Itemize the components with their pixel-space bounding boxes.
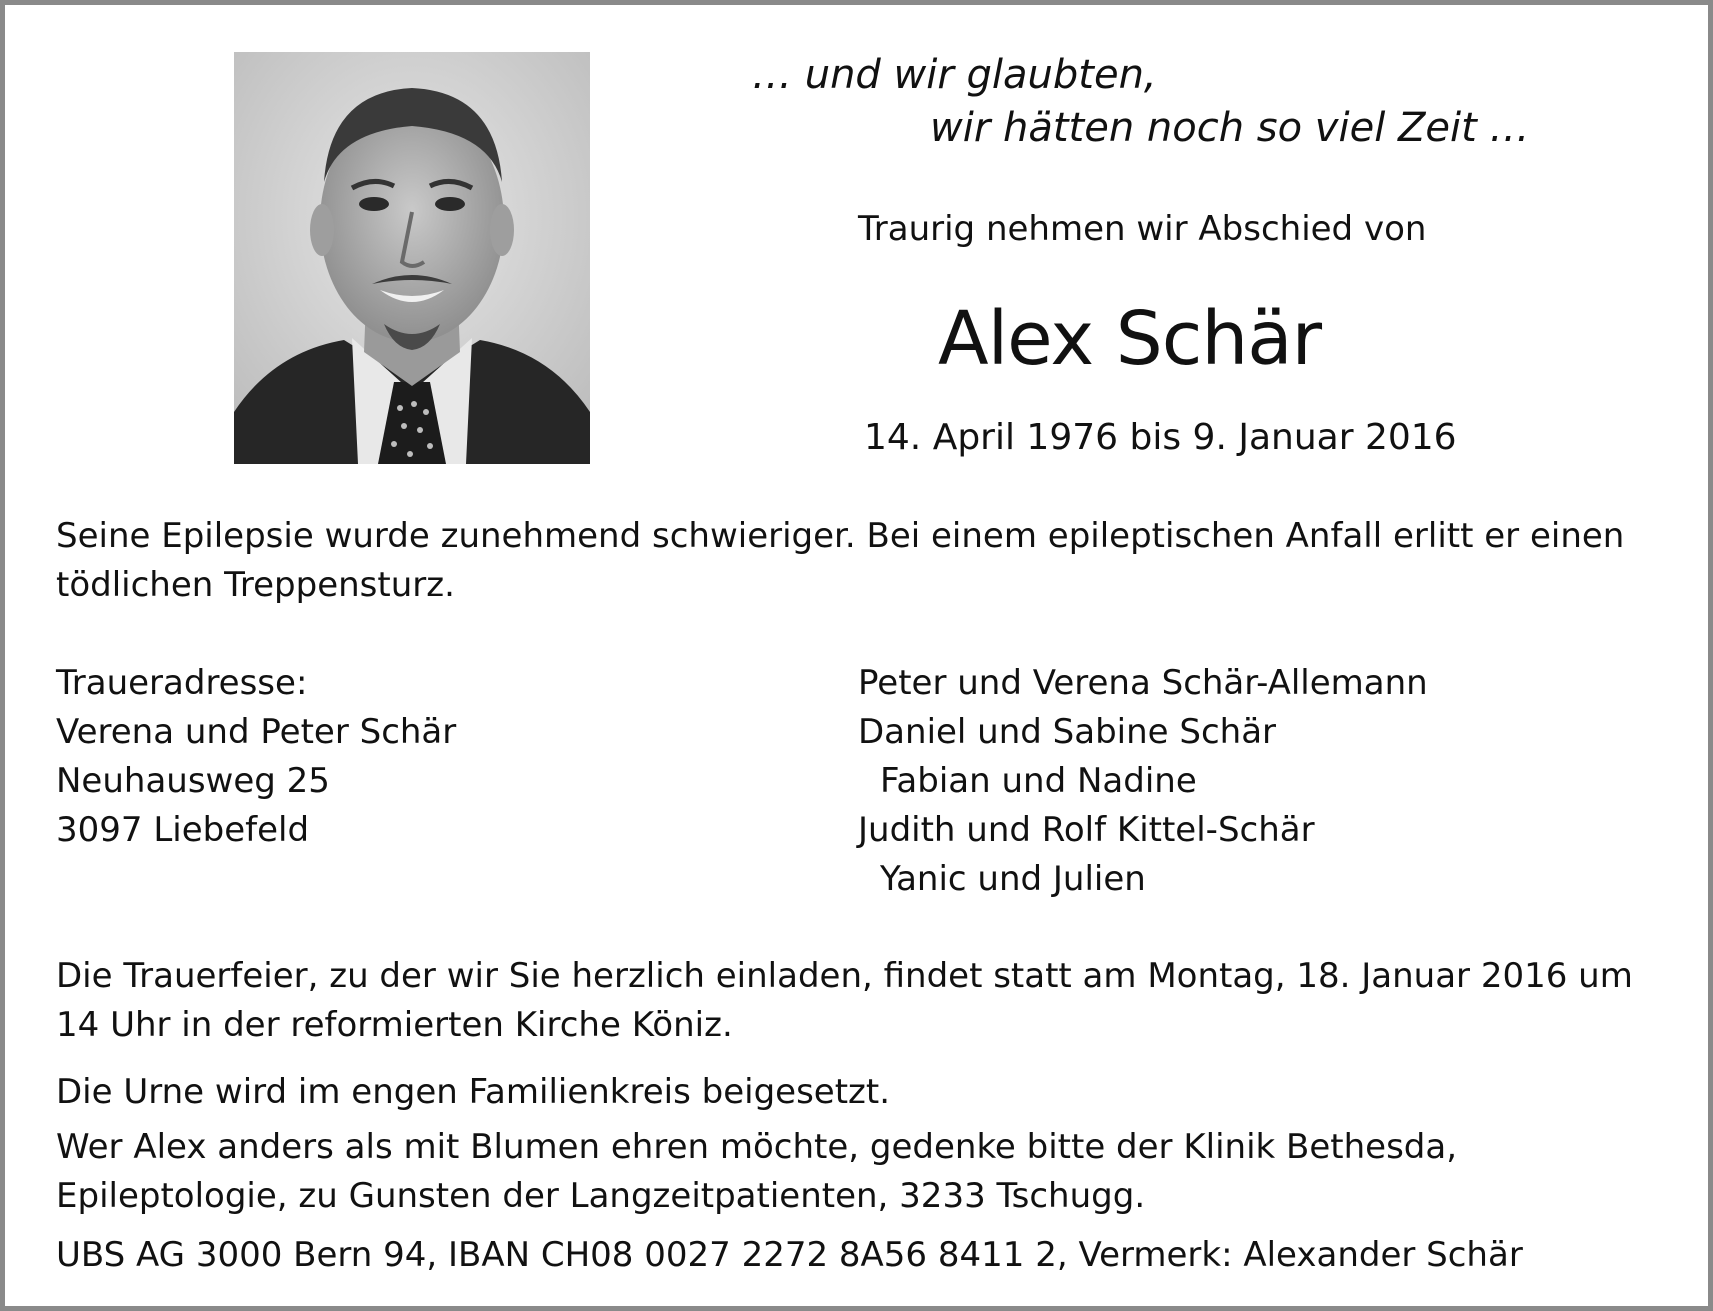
mourning-address (56, 659, 456, 855)
funeral-paragraph: Die Trauerfeier, zu der wir Sie herzlich einladen, findet statt am Montag, 18. Januar 2016 um 14 Uhr in der reformierten Kirche Köniz. (56, 956, 1633, 1045)
mourner-line: Peter und Verena Schär-Allemann (858, 663, 1428, 703)
mourning-address-name: Verena und Peter Schär (56, 712, 457, 752)
portrait-photo (234, 52, 590, 464)
mourning-address-city: 3097 Liebefeld (56, 810, 310, 850)
farewell-intro: Traurig nehmen wir Abschied von (858, 209, 1427, 249)
urn-paragraph: Die Urne wird im engen Familienkreis beigesetzt. (56, 1072, 891, 1112)
mourning-address-label: Traueradresse: (56, 663, 308, 703)
life-dates: 14. April 1976 bis 9. Januar 2016 (864, 417, 1457, 458)
mourners-list (858, 659, 1428, 904)
mourner-line: Yanic und Julien (880, 859, 1146, 899)
quote-line-2: wir hätten noch so viel Zeit … (930, 105, 1530, 151)
deceased-name: Alex Schär (938, 296, 1322, 382)
mourner-line: Daniel und Sabine Schär (858, 712, 1277, 752)
cause-of-death-paragraph: Seine Epilepsie wurde zunehmend schwieriger. Bei einem epileptischen Anfall erlitt er einen tödlichen Treppensturz. (56, 516, 1625, 605)
bank-details: UBS AG 3000 Bern 94, IBAN CH08 0027 2272 8A56 8411 2, Vermerk: Alexander Schär (56, 1235, 1523, 1275)
mourning-address-street: Neuhausweg 25 (56, 761, 330, 801)
quote-line-1: … und wir glaubten, (752, 52, 1157, 98)
mourner-line: Fabian und Nadine (880, 761, 1197, 801)
donation-paragraph: Wer Alex anders als mit Blumen ehren möchte, gedenke bitte der Klinik Bethesda, Epileptologie, zu Gunsten der Langzeitpatienten, 3233 Tschugg. (56, 1127, 1458, 1216)
mourner-line: Judith und Rolf Kittel-Schär (858, 810, 1315, 850)
